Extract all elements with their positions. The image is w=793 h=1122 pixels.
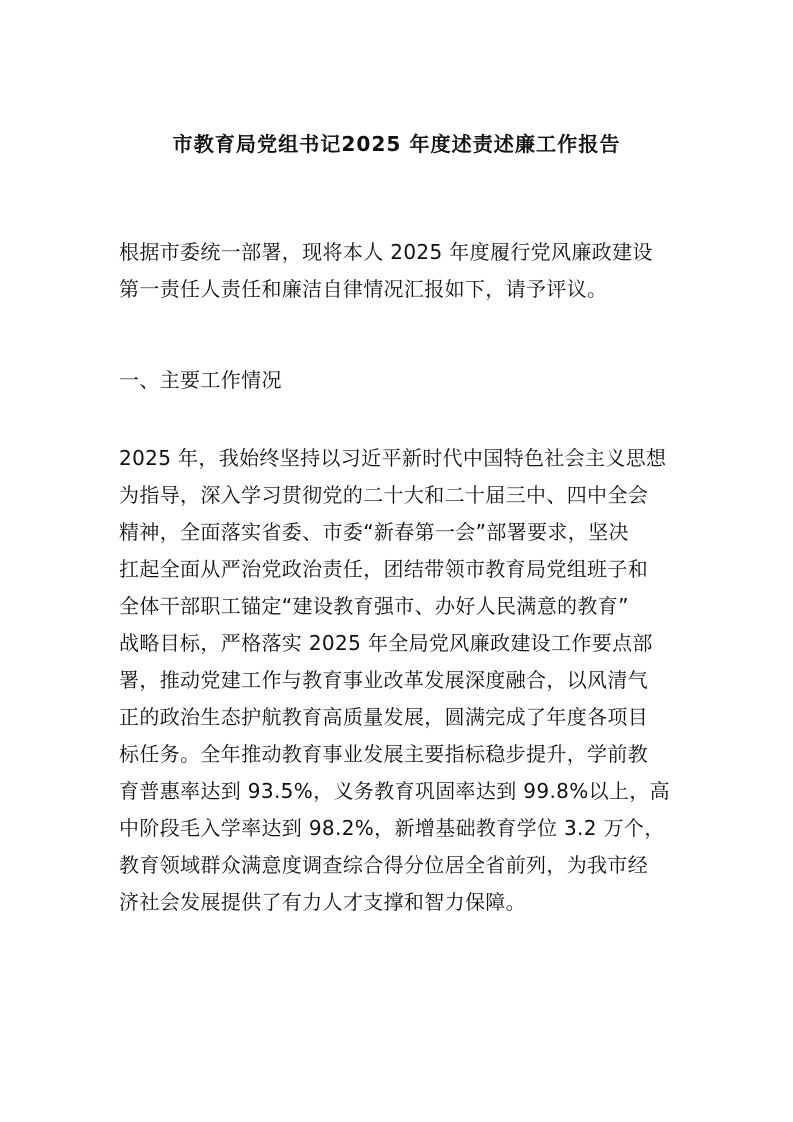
body-paragraph: [119, 440, 679, 921]
body-line: 全体干部职工锚定“建设教育强市、办好人民满意的教育”: [119, 594, 629, 618]
body-line: 济社会发展提供了有力人才支撑和智力保障。: [119, 890, 526, 914]
body-line: 标任务。全年推动教育事业发展主要指标稳步提升，学前教: [119, 742, 649, 766]
body-line: 教育领域群众满意度调查综合得分位居全省前列，为我市经: [119, 853, 649, 877]
intro-line: 第一责任人责任和廉洁自律情况汇报如下，请予评议。: [119, 277, 608, 301]
section-heading: 一、主要工作情况: [119, 368, 282, 392]
body-line: 中阶段毛入学率达到 98.2%，新增基础教育学位 3.2 万个，: [119, 816, 665, 840]
section-heading-block: [119, 362, 679, 399]
body-line: 署，推动党建工作与教育事业改革发展深度融合，以风清气: [119, 668, 649, 692]
document-title: 市教育局党组书记2025 年度述责述廉工作报告: [172, 132, 621, 156]
body-line: 为指导，深入学习贯彻党的二十大和二十届三中、四中全会: [119, 483, 649, 507]
body-line: 战略目标，严格落实 2025 年全局党风廉政建设工作要点部: [119, 631, 653, 655]
body-line: 扛起全面从严治党政治责任，团结带领市教育局党组班子和: [119, 557, 649, 581]
body-line: 精神，全面落实省委、市委“新春第一会”部署要求，坚决: [119, 520, 629, 544]
intro-paragraph: [119, 234, 679, 308]
body-line: 正的政治生态护航教育高质量发展，圆满完成了年度各项目: [119, 705, 649, 729]
intro-line: 根据市委统一部署，现将本人 2025 年度履行党风廉政建设: [119, 240, 653, 264]
body-line: 育普惠率达到 93.5%，义务教育巩固率达到 99.8%以上，高: [119, 779, 670, 803]
body-line: 2025 年，我始终坚持以习近平新时代中国特色社会主义思想: [119, 446, 667, 470]
